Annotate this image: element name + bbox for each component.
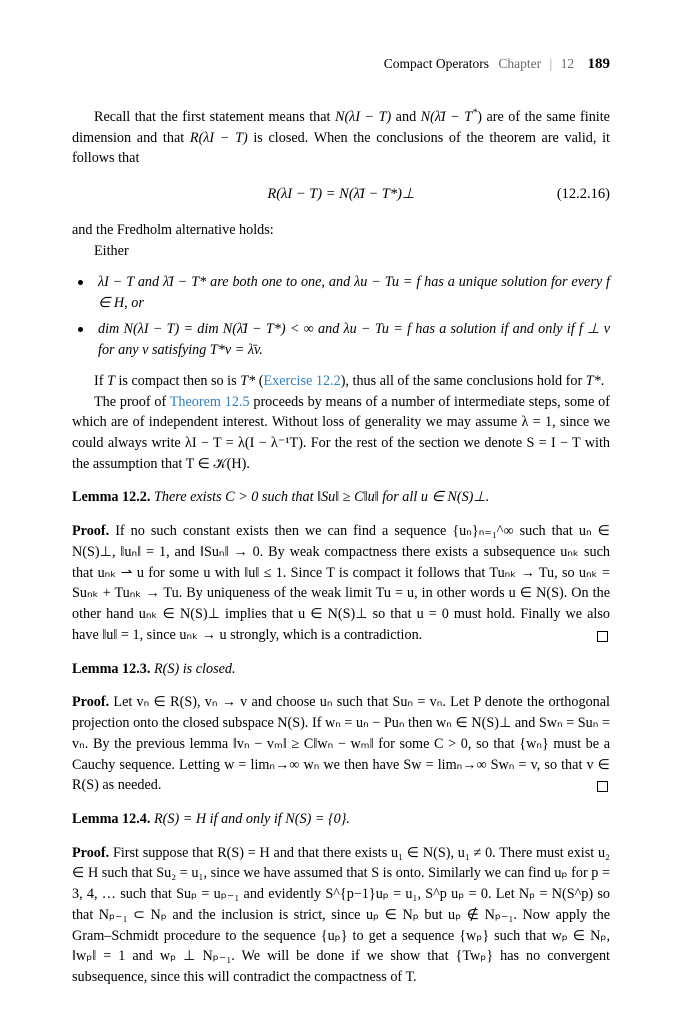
math-run: R bbox=[189, 129, 199, 146]
display-equation bbox=[72, 184, 610, 205]
running-head-separator: | bbox=[549, 56, 553, 71]
proof-heading: Proof. bbox=[72, 844, 110, 861]
list-item bbox=[72, 272, 610, 313]
running-head-chapter-number: 12 bbox=[560, 56, 575, 71]
list-item bbox=[72, 319, 610, 360]
lemma-heading: Lemma 12.4. bbox=[72, 810, 151, 827]
proof-lemma-12-3 bbox=[72, 692, 610, 796]
paragraph-proof-outline bbox=[72, 392, 610, 475]
lemma-statement: R(S) = H if and only if N(S) = {0}. bbox=[153, 810, 350, 827]
paragraph-either bbox=[72, 241, 610, 262]
math-run: T* bbox=[585, 372, 601, 389]
text-run: is closed. When the conclusions of the theorem are valid, it follows that bbox=[72, 129, 610, 167]
proof-text: First suppose that R(S) = H and that there exists u₁ ∈ N(S), u₁ ≠ 0. There must exist u₂ ∈ H such that Su₂ = u₁, since we have assumed that S is onto. Similarly we can find uₚ for p = 3, 4, … such that Suₚ = uₚ₋₁ and evidently S^{p−1}uₚ = u₁, S^p uₚ = 0. Let Nₚ = N(S^p) so that Nₚ₋₁ ⊂ Nₚ and the inclusion is strict, since uₚ ∈ Nₚ but uₚ ∉ Nₚ₋₁. Now apply the Gram–Schmidt procedure to the sequence {uₚ} to get a sequence {wₚ} such that wₚ ∈ Nₚ, ‖wₚ‖ = 1 and wₚ ⊥ Nₚ₋₁. We will be done if we show that {Twₚ} has no convergent subsequence, since this will contradict the compactness of T. bbox=[72, 844, 610, 986]
math-run: N bbox=[420, 109, 431, 125]
text-run: ( bbox=[255, 372, 264, 389]
proof-heading: Proof. bbox=[72, 523, 110, 540]
text-run: ), thus all of the same conclusions hold for bbox=[340, 372, 586, 389]
lemma-12-3 bbox=[72, 659, 610, 680]
list-item-text: dim N(λI − T) = dim N(λ̄I − T*) < ∞ and λu − Tu = f has a solution if and only if f ⊥ v for any v satisfying T*v = λ̄v. bbox=[98, 321, 610, 359]
qed-box bbox=[597, 781, 608, 792]
paragraph-recall bbox=[72, 107, 610, 169]
text-run: and the Fredholm alternative holds: bbox=[72, 222, 274, 239]
body-text bbox=[72, 107, 610, 988]
text-run: ) are of the same finite dimension and that bbox=[72, 109, 610, 146]
running-head bbox=[72, 56, 610, 73]
page-number: 189 bbox=[587, 56, 610, 72]
lemma-12-4 bbox=[72, 809, 610, 830]
qed-box bbox=[597, 631, 608, 642]
proof-heading: Proof. bbox=[72, 694, 110, 711]
proof-lemma-12-2 bbox=[72, 521, 610, 645]
text-run: Either bbox=[94, 243, 129, 260]
text-run: proceeds by means of a number of intermediate steps, some of which are of independent interest. Without loss of generality we may assume λ = 1, since we could always write λI − T = λ(I − λ⁻¹T). For the rest of the section we denote S = I − T with the assumption that T ∈ 𝒦(H). bbox=[72, 393, 610, 472]
list-item-text: λI − T and λ̄I − T* are both one to one, and λu − Tu = f has a unique solution for every f ∈ H, or bbox=[98, 273, 610, 311]
equation-body: R(λI − T) = N(λ̄I − T*)⊥ bbox=[267, 186, 415, 203]
paragraph-fredholm bbox=[72, 220, 610, 241]
math-run: (λ̄I − T bbox=[430, 109, 473, 125]
lemma-statement: There exists C > 0 such that ‖Su‖ ≥ C‖u‖ for all u ∈ N(S)⊥. bbox=[153, 489, 490, 506]
proof-lemma-12-4 bbox=[72, 843, 610, 988]
math-run: N bbox=[334, 109, 345, 125]
link-exercise-12-2[interactable]: Exercise 12.2 bbox=[263, 372, 341, 389]
math-run: (λI − T) bbox=[344, 109, 392, 125]
math-run: (λI − T) bbox=[198, 129, 248, 146]
text-run: The proof of bbox=[94, 393, 170, 410]
math-superscript: * bbox=[472, 107, 478, 119]
text-run: Recall that the first statement means that bbox=[94, 109, 335, 125]
lemma-heading: Lemma 12.3. bbox=[72, 660, 151, 677]
math-run: T bbox=[107, 372, 115, 389]
text-run: is compact then so is bbox=[114, 372, 241, 389]
text-run: . bbox=[600, 372, 605, 389]
proof-text: Let vₙ ∈ R(S), vₙ → v and choose uₙ such that Suₙ = vₙ. Let P denote the orthogonal projection onto the closed subspace N(S). If wₙ = uₙ − Puₙ then wₙ ∈ N(S)⊥ and Swₙ = Suₙ = vₙ. By the previous lemma ‖vₙ − vₘ‖ ≥ C‖wₙ − wₘ‖ for some C > 0, so that {wₙ} must be a Cauchy sequence. Letting w = limₙ→∞ wₙ we then have Sw = limₙ→∞ Swₙ = v, so that v ∈ R(S) as needed. bbox=[72, 694, 611, 794]
link-theorem-12-5[interactable]: Theorem 12.5 bbox=[169, 393, 250, 410]
running-head-title: Compact Operators bbox=[383, 56, 490, 71]
text-run: and bbox=[391, 109, 421, 125]
equation-number: (12.2.16) bbox=[556, 186, 610, 203]
lemma-statement: R(S) is closed. bbox=[153, 660, 236, 677]
math-run: T* bbox=[240, 372, 256, 389]
text-run: If bbox=[94, 372, 107, 389]
proof-text: If no such constant exists then we can find a sequence {uₙ}ₙ₌₁^∞ such that uₙ ∈ N(S)⊥, ‖uₙ‖ = 1, and ‖Suₙ‖ → 0. By weak compactness there exists a subsequence uₙₖ such that uₙₖ ⇀ u for some u with ‖u‖ ≤ 1. Since T is compact it follows that Tuₙₖ → Tu, so uₙₖ = Suₙₖ + Tuₙₖ → Tu. By uniqueness of the weak limit Tu = u, in other words u ∈ N(S). On the other hand uₙₖ ∈ N(S)⊥ implies that u ∈ N(S)⊥ so that u = 0 must hold. Finally we also have ‖u‖ = 1, since uₙₖ → u strongly, which is a contradiction. bbox=[72, 523, 610, 643]
alternative-list bbox=[72, 272, 610, 361]
lemma-heading: Lemma 12.2. bbox=[72, 489, 151, 506]
lemma-12-2 bbox=[72, 487, 610, 508]
paragraph-compact-adjoint bbox=[72, 371, 610, 392]
running-head-chapter-label: Chapter bbox=[498, 56, 542, 71]
